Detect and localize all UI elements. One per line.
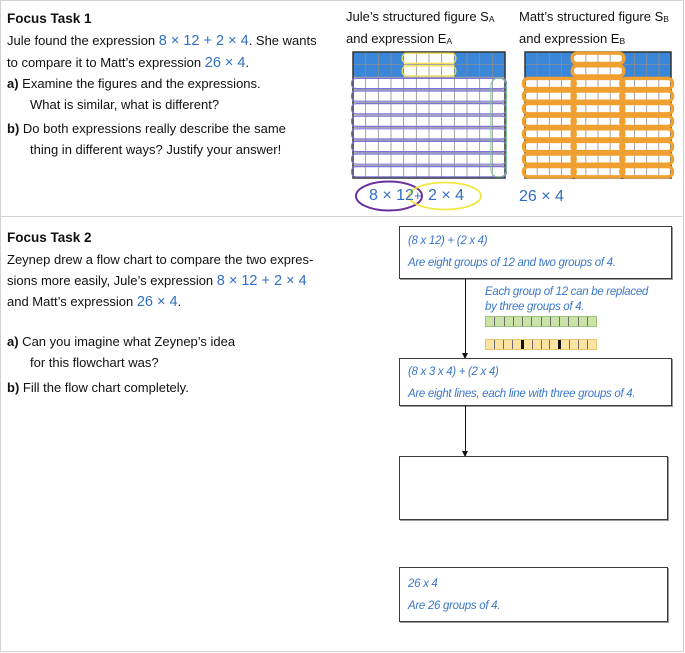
shaded-cell (378, 65, 391, 78)
flow-arrow-1 (465, 279, 466, 358)
task1-text: . She wants (248, 33, 317, 48)
task1-question-a (7, 74, 261, 94)
figure-title-text: and expression E (346, 31, 447, 46)
task1-intro-line1 (7, 31, 317, 51)
strip-cell (532, 317, 541, 326)
jule-expression: 8 × 12 + 2 × 4 (216, 273, 307, 289)
task1-title: Focus Task 1 (7, 11, 92, 26)
shaded-cell (525, 65, 537, 78)
shaded-cell (467, 65, 480, 78)
shaded-cell (537, 65, 549, 78)
task2-title: Focus Task 2 (7, 230, 92, 245)
task2-question-b (7, 378, 189, 398)
figure-title-text: Jule’s structured figure S (346, 9, 489, 24)
task1-question-b (7, 119, 286, 139)
question-a-text: Can you imagine what Zeynep’s idea (18, 334, 236, 349)
strip-cell (588, 317, 596, 326)
matt-expression-label: 26 × 4 (519, 188, 564, 205)
strip-cell (570, 340, 579, 349)
box1-description: Are eight groups of 12 and two groups of 4. (408, 257, 616, 269)
task2-line3 (7, 292, 181, 312)
strip-cell (495, 340, 504, 349)
jule-structured-grid (353, 52, 505, 178)
strip-cell (569, 317, 578, 326)
strip-cell (579, 340, 588, 349)
task1-text: . (245, 55, 250, 70)
flowchart-box-1 (399, 226, 672, 279)
strip-cell (561, 340, 570, 349)
task1-text: Jule found the expression (7, 33, 159, 48)
shaded-cell (635, 65, 647, 78)
task2-text: sions more easily, Jule’s expression (7, 273, 217, 288)
figure-subscript: B (663, 14, 669, 24)
strip-cell (505, 317, 514, 326)
replacement-note-line2: by three groups of 4. (485, 301, 585, 313)
shaded-cell (366, 65, 379, 78)
shaded-cell (659, 65, 671, 78)
strip-cell (513, 340, 524, 349)
shaded-cell (549, 52, 561, 65)
task2-question-a-cont: for this flowchart was? (30, 355, 159, 370)
box1-expression: (8 x 12) + (2 x 4) (408, 235, 488, 247)
shaded-cell (647, 65, 659, 78)
strip-cell (533, 340, 542, 349)
task1-question-a-cont: What is similar, what is different? (30, 97, 220, 112)
shaded-cell (353, 52, 366, 65)
shaded-cell (378, 52, 391, 65)
task1-text: to compare it to Matt’s expression (7, 55, 205, 70)
box4-expression: 26 x 4 (408, 578, 438, 590)
jule-expr-part2: 2 × 4 (428, 187, 465, 204)
strip-cell (588, 340, 596, 349)
shaded-cell (525, 52, 537, 65)
jule-expr-plus: + (414, 188, 422, 203)
jule-expression: 8 × 12 + 2 × 4 (158, 33, 249, 49)
strip-cell (551, 317, 560, 326)
jule-figure-title (346, 7, 495, 51)
shaded-cell (366, 52, 379, 65)
shaded-cell (492, 65, 505, 78)
shaded-cell (659, 52, 671, 65)
shaded-cell (492, 52, 505, 65)
box2-expression: (8 x 3 x 4) + (2 x 4) (408, 366, 499, 378)
figure-title-text: and expression E (519, 31, 620, 46)
figure-subscript: A (488, 14, 495, 24)
task2-line1: Zeynep drew a flow chart to compare the two expres- (7, 252, 314, 267)
matt-figure-title (519, 7, 669, 51)
matt-expression: 26 × 4 (204, 55, 246, 71)
replacement-note-line1: Each group of 12 can be replaced (485, 286, 649, 298)
shaded-cell (537, 52, 549, 65)
task2-line2 (7, 271, 307, 291)
shaded-cell (549, 65, 561, 78)
box4-description: Are 26 groups of 4. (408, 600, 501, 612)
shaded-cell (647, 52, 659, 65)
question-label-a: a) (7, 334, 19, 349)
three-groups-of-four-strip-yellow (485, 339, 597, 350)
figure-subscript: A (446, 36, 453, 46)
strip-cell (542, 340, 551, 349)
matt-expression: 26 × 4 (136, 294, 178, 310)
strip-cell (542, 317, 551, 326)
flow-arrow-2 (465, 406, 466, 456)
flowchart-box-4 (399, 567, 668, 622)
question-b-text: Do both expressions really describe the same (19, 121, 286, 136)
question-a-text: Examine the figures and the expressions. (18, 76, 261, 91)
strip-cell (486, 317, 495, 326)
strip-cell (523, 317, 532, 326)
task2-text: . (177, 294, 182, 309)
figure-subscript: B (619, 36, 626, 46)
task1-question-b-cont: thing in different ways? Justify your answer! (30, 142, 282, 157)
figure-title-text: Matt’s structured figure S (519, 9, 664, 24)
task2-question-a (7, 332, 235, 352)
shaded-cell (353, 65, 366, 78)
strip-cell (504, 340, 513, 349)
box2-description: Are eight lines, each line with three groups of 4. (408, 388, 636, 400)
flowchart-box-3-empty[interactable] (399, 456, 668, 520)
strip-cell (524, 340, 533, 349)
strip-cell (550, 340, 561, 349)
question-label-b: b) (7, 121, 20, 136)
strip-cell (486, 340, 495, 349)
strip-cell (579, 317, 588, 326)
task2-text: and Matt’s expression (7, 294, 137, 309)
shaded-cell (635, 52, 647, 65)
task-divider (0, 216, 684, 217)
matt-structured-grid (525, 52, 671, 178)
question-label-a: a) (7, 76, 19, 91)
shaded-cell (467, 52, 480, 65)
shaded-cell (480, 52, 493, 65)
jule-expr-part1: 8 × 12 (369, 187, 414, 204)
strip-cell (495, 317, 504, 326)
question-b-text: Fill the flow chart completely. (19, 380, 189, 395)
task1-intro-line2 (7, 53, 249, 73)
strip-cell (560, 317, 569, 326)
flowchart-box-2 (399, 358, 672, 406)
shaded-cell (480, 65, 493, 78)
twelve-cell-strip-green (485, 316, 597, 327)
question-label-b: b) (7, 380, 20, 395)
strip-cell (514, 317, 523, 326)
